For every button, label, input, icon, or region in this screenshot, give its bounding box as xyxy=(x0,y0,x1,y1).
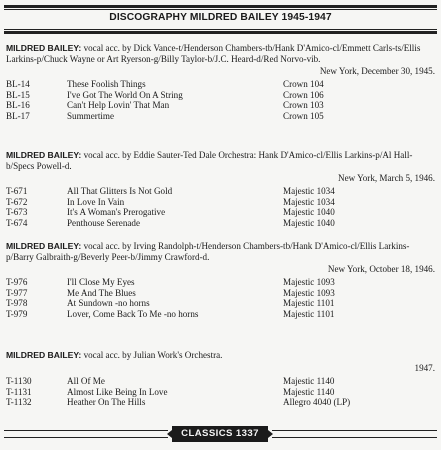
track-title: All That Glitters Is Not Gold xyxy=(67,186,173,196)
matrix-number: BL-14 xyxy=(6,79,30,89)
track-title: Penthouse Serenade xyxy=(67,217,140,228)
title-rule-thick xyxy=(4,31,437,34)
personnel: vocal acc. by Irving Randolph-t/Henderson Chambers-tb/Hank D'Amico-cl/Ellis Larkins-p/Barry Galbraith-g/Beverly Peer-b/Jimmy Crawford-d. xyxy=(6,241,410,262)
track-title: Lover, Come Back To Me -no horns xyxy=(67,308,199,319)
matrix-number: T-674 xyxy=(6,217,28,228)
session-place-date: 1947. xyxy=(414,363,435,373)
issue-number: Crown 105 xyxy=(283,110,324,121)
track-title: Can't Help Lovin' That Man xyxy=(67,100,170,111)
issue-number: Crown 103 xyxy=(283,100,324,111)
artist-name: MILDRED BAILEY: xyxy=(6,241,82,251)
session-3 xyxy=(6,241,435,319)
table-row xyxy=(6,218,335,229)
table-row xyxy=(6,298,335,309)
footer-rule-right-top xyxy=(272,430,437,431)
track-title: In Love In Vain xyxy=(67,196,125,207)
table-row xyxy=(6,100,324,111)
table-row xyxy=(6,111,324,122)
top-rule-thick xyxy=(4,5,437,8)
footer-rule-right-bottom xyxy=(272,437,437,438)
track-title: It's A Woman's Prerogative xyxy=(67,207,166,218)
track-title: Me And The Blues xyxy=(67,287,136,298)
artist-name: MILDRED BAILEY: xyxy=(6,150,82,160)
issue-number: Allegro 4040 (LP) xyxy=(283,397,351,408)
track-title: Summertime xyxy=(67,110,114,121)
table-row xyxy=(6,397,350,408)
matrix-number: T-978 xyxy=(6,298,28,309)
session-header xyxy=(6,241,435,263)
track-title: At Sundown -no horns xyxy=(67,298,150,309)
session-header xyxy=(6,350,435,361)
table-row xyxy=(6,277,335,288)
matrix-number: T-976 xyxy=(6,277,28,287)
issue-number: Majestic 1034 xyxy=(283,196,335,207)
classics-badge: CLASSICS 1337 xyxy=(172,426,268,442)
table-row xyxy=(6,288,335,299)
issue-number: Majestic 1034 xyxy=(283,186,335,196)
personnel: vocal acc. by Dick Vance-t/Henderson Chambers-tb/Hank D'Amico-cl/Emmett Carls-ts/Ellis Larkins-p/Chuck Wayne or Art Ryerson-g/Billy Taylor-b/J.C. Heard-d/Red Norvo-vib. xyxy=(6,43,421,64)
matrix-number: BL-17 xyxy=(6,110,30,121)
issue-number: Majestic 1093 xyxy=(283,277,335,287)
page-title: DISCOGRAPHY MILDRED BAILEY 1945-1947 xyxy=(109,12,332,23)
session-4 xyxy=(6,350,435,408)
track-title: Almost Like Being In Love xyxy=(67,386,168,397)
issue-number: Majestic 1101 xyxy=(283,308,335,319)
matrix-number: T-1132 xyxy=(6,397,32,408)
session-header xyxy=(6,43,435,65)
track-title: Heather On The Hills xyxy=(67,397,146,408)
issue-number: Crown 104 xyxy=(283,79,324,89)
issue-number: Majestic 1093 xyxy=(283,287,335,298)
track-title: I'll Close My Eyes xyxy=(67,277,135,287)
table-row xyxy=(6,376,350,387)
matrix-number: T-1130 xyxy=(6,376,32,386)
session-2 xyxy=(6,150,435,228)
footer-rule-left-top xyxy=(4,430,168,431)
footer-rule-left-bottom xyxy=(4,437,168,438)
table-row xyxy=(6,90,324,101)
table-row xyxy=(6,186,335,197)
matrix-number: T-977 xyxy=(6,287,28,298)
table-row xyxy=(6,79,324,90)
track-table xyxy=(6,186,335,228)
matrix-number: T-671 xyxy=(6,186,28,196)
matrix-number: T-979 xyxy=(6,308,28,319)
track-title: All Of Me xyxy=(67,376,105,386)
session-1 xyxy=(6,43,435,121)
issue-number: Majestic 1101 xyxy=(283,298,335,309)
track-table xyxy=(6,277,335,319)
matrix-number: BL-16 xyxy=(6,100,30,111)
track-title: I've Got The World On A String xyxy=(67,89,183,100)
session-place-date: New York, March 5, 1946. xyxy=(338,173,435,183)
track-table xyxy=(6,79,324,121)
table-row xyxy=(6,387,350,398)
matrix-number: T-672 xyxy=(6,196,28,207)
title-rule-thin xyxy=(4,29,437,30)
track-title: These Foolish Things xyxy=(67,79,146,89)
track-table xyxy=(6,376,350,408)
artist-name: MILDRED BAILEY: xyxy=(6,43,82,53)
table-row xyxy=(6,309,335,320)
session-place-date: New York, October 18, 1946. xyxy=(327,264,435,274)
top-rule-thin xyxy=(4,9,437,10)
session-header xyxy=(6,150,435,172)
issue-number: Majestic 1040 xyxy=(283,217,335,228)
personnel: vocal acc. by Julian Work's Orchestra. xyxy=(83,350,223,360)
issue-number: Majestic 1140 xyxy=(283,386,335,397)
matrix-number: T-673 xyxy=(6,207,28,218)
table-row xyxy=(6,207,335,218)
session-place-date: New York, December 30, 1945. xyxy=(319,66,435,76)
matrix-number: T-1131 xyxy=(6,386,32,397)
issue-number: Majestic 1140 xyxy=(283,376,335,386)
issue-number: Crown 106 xyxy=(283,89,324,100)
table-row xyxy=(6,197,335,208)
issue-number: Majestic 1040 xyxy=(283,207,335,218)
matrix-number: BL-15 xyxy=(6,89,30,100)
artist-name: MILDRED BAILEY: xyxy=(6,350,82,360)
personnel: vocal acc. by Eddie Sauter-Ted Dale Orchestra: Hank D'Amico-cl/Ellis Larkins-p/Al Hall-b/Specs Powell-d. xyxy=(6,150,413,171)
